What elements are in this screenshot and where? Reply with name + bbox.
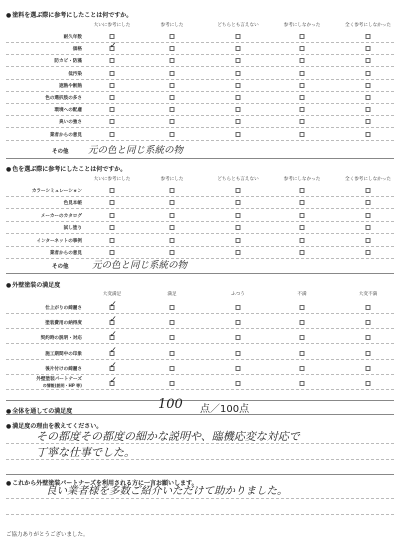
column-header: 参考にした [160, 177, 184, 182]
checkbox[interactable] [300, 188, 305, 193]
survey-row [0, 56, 400, 68]
checkbox[interactable] [110, 95, 115, 100]
checkbox[interactable] [170, 225, 175, 230]
row-label-text: 業者からの意見 [49, 132, 82, 138]
checkbox[interactable] [170, 119, 175, 124]
checkbox[interactable] [170, 34, 175, 39]
checkbox[interactable] [236, 71, 241, 76]
checkbox[interactable] [236, 46, 241, 51]
check-mark-icon: ✓ [109, 315, 118, 326]
row-label [54, 107, 82, 113]
checkbox[interactable] [110, 34, 115, 39]
checkbox[interactable] [300, 58, 305, 63]
q5-line1: その都度その都度の細かな説明や、臨機応変な対応で [36, 430, 300, 443]
checkbox[interactable] [300, 34, 305, 39]
q4-title: ●全体を通しての満足度 [6, 408, 73, 415]
checkbox[interactable] [300, 366, 305, 371]
checkbox[interactable] [110, 250, 115, 255]
column-header: 大変満足 [102, 292, 122, 297]
row-label-text: 環境への配慮 [54, 108, 82, 114]
survey-row [0, 211, 400, 223]
checkbox[interactable] [170, 107, 175, 112]
checkbox[interactable] [109, 330, 118, 341]
checkbox[interactable] [110, 71, 115, 76]
check-mark-icon: ✓ [109, 300, 118, 310]
checkbox[interactable] [366, 46, 371, 51]
checkbox[interactable] [236, 107, 241, 112]
checkbox[interactable] [366, 132, 371, 137]
divider [6, 474, 394, 475]
checkbox[interactable] [236, 83, 241, 88]
row-label-text: 臭いの強さ [59, 120, 82, 126]
checkbox[interactable] [236, 132, 241, 137]
checkbox[interactable] [300, 335, 305, 340]
checkbox[interactable] [170, 335, 175, 340]
survey-row [0, 198, 400, 210]
survey-row [0, 41, 400, 56]
column-header: 全く参考にしなかった [345, 177, 391, 182]
row-label-text: 価格 [72, 47, 82, 53]
row-label [45, 351, 82, 357]
row-label [32, 188, 82, 194]
checkbox[interactable] [170, 366, 175, 371]
checkbox[interactable] [300, 119, 305, 124]
checkbox[interactable] [109, 315, 118, 326]
checkbox[interactable] [109, 360, 118, 371]
row-label-text: 契約時の説明・対応 [40, 336, 82, 342]
checkbox[interactable] [236, 34, 241, 39]
checkbox[interactable] [300, 225, 305, 230]
checkbox[interactable] [236, 95, 241, 100]
checkbox[interactable] [366, 107, 371, 112]
checkbox[interactable] [170, 58, 175, 63]
column-header: どちらとも言えない [217, 177, 259, 182]
checkbox[interactable] [300, 200, 305, 205]
row-label [41, 335, 82, 341]
checkbox[interactable] [236, 381, 241, 386]
check-mark-icon: ✓ [109, 41, 118, 52]
checkbox[interactable] [236, 119, 241, 124]
survey-row [0, 300, 400, 315]
check-mark-icon: ✓ [109, 330, 118, 341]
q4-score-suffix: 点／100点 [200, 404, 250, 415]
survey-row [0, 186, 400, 198]
checkbox[interactable] [236, 213, 241, 218]
checkbox[interactable] [170, 320, 175, 325]
q1-title: ●塗料を選ぶ際に参考にしたことは何ですか。 [6, 12, 133, 19]
check-mark-icon: ✓ [109, 345, 118, 356]
survey-row [0, 236, 400, 248]
checkbox[interactable] [109, 376, 118, 386]
check-mark-icon: ✓ [109, 376, 118, 386]
checkbox[interactable] [300, 351, 305, 356]
checkbox[interactable] [366, 83, 371, 88]
checkbox[interactable] [236, 366, 241, 371]
column-header: 満足 [167, 292, 177, 297]
checkbox[interactable] [366, 335, 371, 340]
checkbox[interactable] [109, 345, 118, 356]
column-header: 参考にした [160, 23, 184, 28]
column-header: 大いに参考にした [93, 23, 131, 28]
checkbox[interactable] [366, 200, 371, 205]
checkbox[interactable] [366, 351, 371, 356]
checkbox[interactable] [366, 213, 371, 218]
q5-line2: 丁寧な仕事でした。 [36, 446, 135, 459]
checkbox[interactable] [110, 213, 115, 218]
checkbox[interactable] [236, 200, 241, 205]
checkbox[interactable] [170, 95, 175, 100]
row-label [64, 200, 82, 206]
checkbox[interactable] [300, 320, 305, 325]
survey-row [0, 376, 400, 391]
q5-title: ●満足度の理由を教えてください。 [6, 423, 103, 430]
checkbox[interactable] [300, 71, 305, 76]
checkbox[interactable] [236, 188, 241, 193]
checkbox[interactable] [236, 351, 241, 356]
survey-row [0, 93, 400, 105]
survey-row [0, 345, 400, 361]
survey-row [0, 315, 400, 330]
checkbox[interactable] [170, 351, 175, 356]
checkbox[interactable] [236, 305, 241, 310]
checkbox[interactable] [300, 46, 305, 51]
q6-line1: 良い業者様を多数ご紹介いただけて助かりました。 [46, 485, 288, 497]
survey-row [0, 130, 400, 142]
writing-line [6, 498, 394, 499]
checkbox[interactable] [110, 225, 115, 230]
checkbox[interactable] [170, 83, 175, 88]
row-label-text: 外壁塗装パートナーズ [36, 377, 82, 382]
row-label-text: 後片付けの綺麗さ [45, 366, 82, 372]
column-header: どちらとも言えない [217, 23, 259, 28]
row-label [54, 58, 82, 64]
checkbox[interactable] [170, 213, 175, 218]
column-header: 全く参考にしなかった [345, 23, 391, 28]
footer-thanks: ご協力ありがとうございました。 [6, 532, 89, 538]
checkbox[interactable] [110, 132, 115, 137]
column-header: ふつう [231, 292, 245, 297]
survey-row [0, 248, 400, 260]
divider [6, 414, 394, 415]
checkbox[interactable] [300, 132, 305, 137]
q4-score: 100 [158, 397, 183, 412]
checkbox[interactable] [300, 107, 305, 112]
row-label-text: 仕上がりの綺麗さ [45, 306, 82, 311]
checkbox[interactable] [170, 250, 175, 255]
row-label [50, 132, 82, 138]
checkbox[interactable] [366, 320, 371, 325]
row-label-text: カラーシミュレーション [31, 189, 82, 194]
checkbox[interactable] [110, 83, 115, 88]
checkbox[interactable] [366, 366, 371, 371]
survey-row [0, 32, 400, 44]
row-label [45, 366, 82, 372]
row-label-text: の情報(説明・HP 等) [42, 383, 82, 388]
checkbox[interactable] [170, 188, 175, 193]
q6-title: ●これから外壁塗装パートナーズを利用される方に一言お願いします。 [6, 480, 198, 487]
row-label [45, 320, 82, 326]
checkbox[interactable] [366, 381, 371, 386]
checkbox[interactable] [170, 381, 175, 386]
writing-line [6, 514, 394, 515]
q2-other-text: 元の色と同じ系統の物 [92, 260, 188, 271]
checkbox[interactable] [110, 107, 115, 112]
row-label [36, 238, 82, 244]
checkbox[interactable] [236, 335, 241, 340]
checkbox[interactable] [300, 381, 305, 386]
row-label-text: 色の選択肢の多さ [45, 96, 82, 101]
checkbox[interactable] [366, 250, 371, 255]
row-label-text: メーカーのカタログ [40, 213, 82, 219]
divider [6, 273, 394, 274]
checkbox[interactable] [366, 119, 371, 124]
q3-title: ●外壁塗装の満足度 [6, 282, 61, 289]
checkbox[interactable] [236, 58, 241, 63]
row-label-text: 耐久年数 [63, 35, 82, 40]
checkbox[interactable] [236, 320, 241, 325]
q1-other-text: 元の色と同じ系統の物 [88, 145, 184, 156]
row-label [64, 34, 82, 40]
checkbox[interactable] [366, 34, 371, 39]
row-label [36, 377, 82, 389]
column-header: 大いに参考にした [93, 177, 131, 182]
checkbox[interactable] [300, 305, 305, 310]
row-label [59, 119, 82, 125]
row-label [68, 71, 82, 77]
row-label [64, 225, 82, 231]
checkbox[interactable] [366, 305, 371, 310]
checkbox[interactable] [170, 132, 175, 137]
row-label [50, 250, 82, 256]
row-label [59, 83, 82, 89]
survey-row [0, 223, 400, 235]
survey-row [0, 330, 400, 345]
checkbox[interactable] [300, 238, 305, 243]
checkbox[interactable] [366, 225, 371, 230]
checkbox[interactable] [300, 83, 305, 88]
check-mark-icon: ✓ [109, 360, 118, 371]
row-label-text: 低汚染 [68, 71, 82, 77]
survey-row [0, 69, 400, 81]
row-label [41, 213, 82, 219]
checkbox[interactable] [366, 188, 371, 193]
checkbox[interactable] [300, 213, 305, 218]
checkbox[interactable] [170, 200, 175, 205]
row-label-text: 防カビ・防藻 [54, 59, 82, 65]
row-label-text: 業者からの意見 [49, 251, 82, 256]
column-header: 大変不満 [358, 292, 378, 297]
checkbox[interactable] [366, 95, 371, 100]
checkbox[interactable] [109, 41, 118, 52]
checkbox[interactable] [110, 238, 115, 243]
checkbox[interactable] [300, 95, 305, 100]
checkbox[interactable] [170, 71, 175, 76]
survey-row [0, 105, 400, 117]
survey-row [0, 117, 400, 129]
checkbox[interactable] [366, 58, 371, 63]
row-label-text: 塗装費用の納得度 [45, 321, 82, 327]
row-label-text: 遮熱や断熱 [59, 83, 82, 89]
survey-row [0, 360, 400, 376]
checkbox[interactable] [366, 71, 371, 76]
checkbox[interactable] [109, 300, 118, 310]
checkbox[interactable] [110, 58, 115, 63]
q1-other-label: その他 [52, 149, 69, 155]
checkbox[interactable] [110, 119, 115, 124]
row-label-text: 色見本帳 [63, 201, 82, 207]
row-label-text: 施工期間中の印象 [45, 351, 82, 357]
column-header: 不満 [297, 292, 307, 297]
checkbox[interactable] [170, 238, 175, 243]
checkbox[interactable] [236, 238, 241, 243]
column-header: 参考にしなかった [283, 177, 321, 182]
q2-title: ●色を選ぶ際に参考にしたことは何ですか。 [6, 166, 127, 173]
checkbox[interactable] [110, 200, 115, 205]
checkbox[interactable] [366, 238, 371, 243]
checkbox[interactable] [236, 250, 241, 255]
q2-other-label: その他 [52, 264, 69, 270]
checkbox[interactable] [170, 46, 175, 51]
row-label [45, 95, 82, 101]
checkbox[interactable] [170, 305, 175, 310]
row-label-text: インターネットの事例 [36, 238, 82, 244]
row-label-text: 試し塗り [63, 226, 82, 232]
row-label [73, 46, 82, 52]
checkbox[interactable] [110, 188, 115, 193]
survey-row [0, 81, 400, 93]
row-label [45, 305, 82, 311]
writing-line [6, 459, 394, 460]
divider [6, 158, 394, 159]
checkbox[interactable] [300, 250, 305, 255]
column-header: 参考にしなかった [283, 23, 321, 28]
checkbox[interactable] [236, 225, 241, 230]
